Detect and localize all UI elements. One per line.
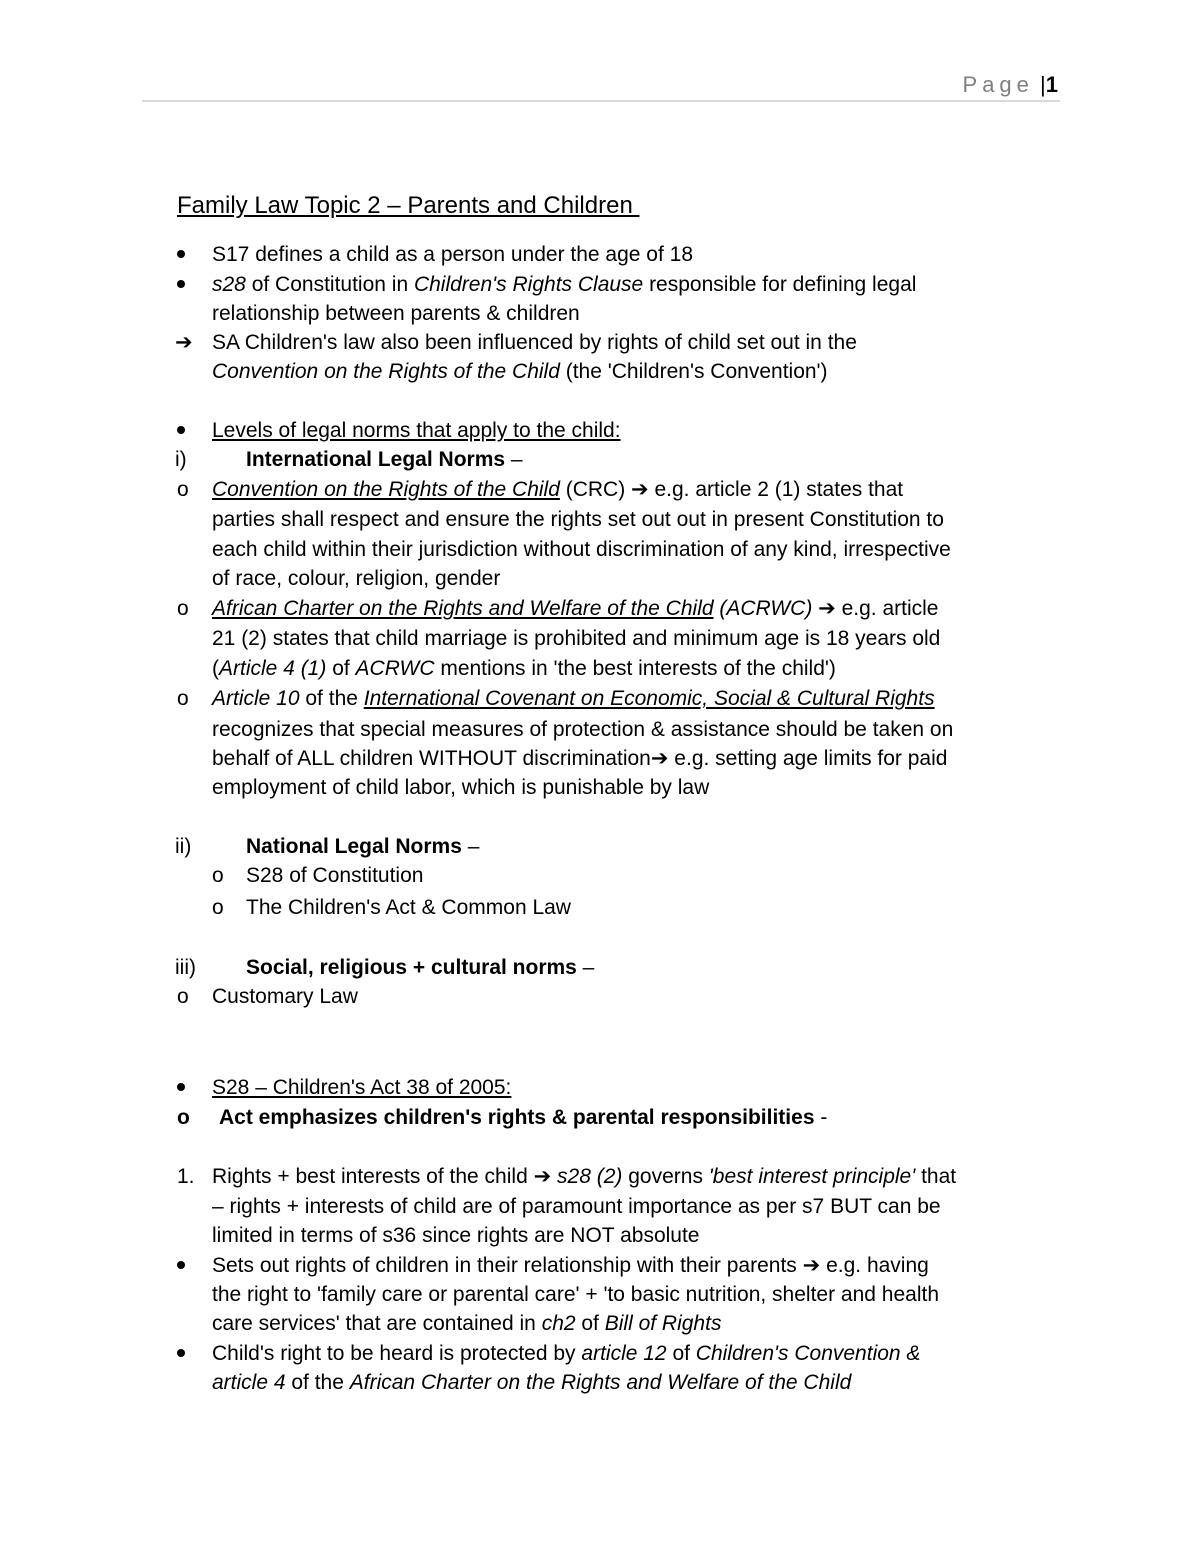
text: (ACRWC)	[713, 597, 819, 620]
arrow-icon: ➔	[650, 747, 669, 770]
text: ACRWC	[355, 657, 435, 680]
levels-heading	[212, 416, 621, 445]
text: of	[326, 657, 356, 680]
text: ch2	[541, 1312, 576, 1335]
text: Child's right to be heard is protected by	[212, 1342, 582, 1365]
national-heading	[246, 832, 479, 861]
text: African Charter on the Rights and Welfare of the Child	[349, 1371, 852, 1394]
arrow-icon: ➔	[533, 1165, 552, 1188]
page-header	[142, 70, 1060, 102]
text: mentions in 'the best interests of the child')	[434, 657, 836, 680]
text: Article 4 (1)	[219, 657, 327, 680]
text: 'best interest principle'	[708, 1165, 916, 1188]
text: of the	[299, 687, 364, 710]
act-emphasis	[219, 1103, 827, 1132]
text: s28	[212, 273, 246, 296]
text: –	[576, 956, 595, 979]
number-marker: 1.	[177, 1165, 195, 1188]
acrwc-line1	[212, 594, 938, 623]
paragraph-s28-line2: relationship between parents & children	[212, 302, 580, 325]
roman-marker: i)	[175, 448, 187, 471]
text: governs	[622, 1165, 709, 1188]
text: e.g. article 2 (1) states that	[648, 478, 904, 501]
heard-line2	[212, 1368, 851, 1397]
intl-heading	[246, 445, 523, 474]
icescr-line1	[212, 684, 935, 713]
sets-out-line2: the right to 'family care or parental care' + 'to basic nutrition, shelter and health	[212, 1283, 940, 1306]
paragraph-s17	[212, 240, 693, 269]
crc-line2: parties shall respect and ensure the rights set out out in present Constitution to	[212, 508, 944, 531]
text: article 12	[581, 1342, 667, 1365]
o-marker: o	[212, 896, 224, 919]
text: of	[575, 1312, 605, 1335]
s28-heading	[212, 1073, 511, 1102]
text: International Covenant on Economic, Social & Cultural Rights	[363, 687, 935, 710]
text: of the	[285, 1371, 350, 1394]
o-marker: o	[177, 478, 189, 501]
o-marker: o	[177, 985, 189, 1008]
social-heading	[246, 953, 594, 982]
page-number-block	[963, 72, 1058, 98]
crc-line3: each child within their jurisdiction without discrimination of any kind, irrespective	[212, 538, 951, 561]
icescr-line3	[212, 744, 947, 773]
text: Convention on the Rights of the Child	[212, 478, 560, 501]
text: African Charter on the Rights and Welfare of the Child	[212, 597, 714, 620]
bullet-dot	[177, 280, 185, 288]
acrwc-line2: 21 (2) states that child marriage is prohibited and minimum age is 18 years old	[212, 627, 941, 650]
text: S17 defines a child as a person under the age of 18	[212, 243, 694, 266]
arrow-icon: ➔	[802, 1254, 821, 1277]
text: e.g. setting age limits for paid	[668, 747, 948, 770]
text: (the 'Children's Convention')	[559, 360, 828, 383]
page-separator: |	[1040, 72, 1046, 97]
bullet-dot	[177, 1349, 185, 1357]
arrow-icon: ➔	[175, 331, 193, 354]
acrwc-line3	[212, 654, 836, 683]
o-marker: o	[177, 687, 189, 710]
text: Social, religious + cultural norms	[246, 956, 577, 979]
text: S28 – Children's Act 38 of 2005:	[212, 1076, 512, 1099]
sets-out-line1	[212, 1251, 929, 1280]
text: s28 (2)	[551, 1165, 623, 1188]
paragraph-sa-law-line2	[212, 357, 828, 386]
national-item: S28 of Constitution	[246, 864, 424, 887]
bullet-dot	[177, 426, 185, 434]
o-marker: o	[177, 1106, 190, 1129]
text: e.g. article	[835, 597, 939, 620]
text: Children's Convention &	[695, 1342, 921, 1365]
national-item: The Children's Act & Common Law	[246, 896, 571, 919]
icescr-line2: recognizes that special measures of protection & assistance should be taken on	[212, 718, 954, 741]
text: (	[212, 657, 219, 680]
o-marker: o	[177, 597, 189, 620]
crc-line4: of race, colour, religion, gender	[212, 567, 501, 590]
arrow-icon: ➔	[631, 478, 649, 501]
text: National Legal Norms	[246, 835, 462, 858]
paragraph-s28-line1	[212, 270, 916, 299]
text: behalf of ALL children WITHOUT discrimination	[212, 747, 651, 770]
social-item: Customary Law	[212, 985, 358, 1008]
text: (CRC)	[559, 478, 632, 501]
text: responsible for defining legal	[643, 273, 917, 296]
text: care services' that are contained in	[212, 1312, 542, 1335]
roman-marker: iii)	[175, 956, 196, 979]
text: that	[915, 1165, 957, 1188]
bullet-dot	[177, 1083, 185, 1091]
text: –	[461, 835, 480, 858]
text: Convention on the Rights of the Child	[212, 360, 560, 383]
icescr-line4: employment of child labor, which is punishable by law	[212, 776, 710, 799]
text: International Legal Norms	[246, 448, 506, 471]
page-number: 1	[1045, 72, 1058, 97]
text: Bill of Rights	[604, 1312, 722, 1335]
arrow-icon: ➔	[818, 597, 836, 620]
text: -	[814, 1106, 828, 1129]
text: Act emphasizes children's rights & parental responsibilities	[219, 1106, 815, 1129]
text: Rights + best interests of the child	[212, 1165, 534, 1188]
rights-line1	[212, 1162, 956, 1191]
text: Levels of legal norms that apply to the child:	[212, 419, 621, 442]
roman-marker: ii)	[175, 835, 192, 858]
crc-line1	[212, 475, 903, 504]
text: of	[666, 1342, 696, 1365]
o-marker: o	[212, 864, 224, 887]
text: Children's Rights Clause	[413, 273, 644, 296]
sets-out-line3	[212, 1309, 721, 1338]
rights-line3: limited in terms of s36 since rights are NOT absolute	[212, 1224, 700, 1247]
text: –	[505, 448, 523, 471]
text: of Constitution in	[245, 273, 414, 296]
rights-line2: – rights + interests of child are of paramount importance as per s7 BUT can be	[212, 1195, 941, 1218]
bullet-dot	[177, 250, 185, 258]
paragraph-sa-law-line1: SA Children's law also been influenced by rights of child set out in the	[212, 331, 857, 354]
text: article 4	[212, 1371, 286, 1394]
text: e.g. having	[820, 1254, 929, 1277]
page-word: Page	[962, 72, 1034, 97]
text: Article 10	[212, 687, 300, 710]
bullet-dot	[177, 1261, 185, 1269]
text: Sets out rights of children in their relationship with their parents	[212, 1254, 803, 1277]
heard-line1	[212, 1339, 920, 1368]
document-title: Family Law Topic 2 – Parents and Children	[177, 192, 640, 219]
